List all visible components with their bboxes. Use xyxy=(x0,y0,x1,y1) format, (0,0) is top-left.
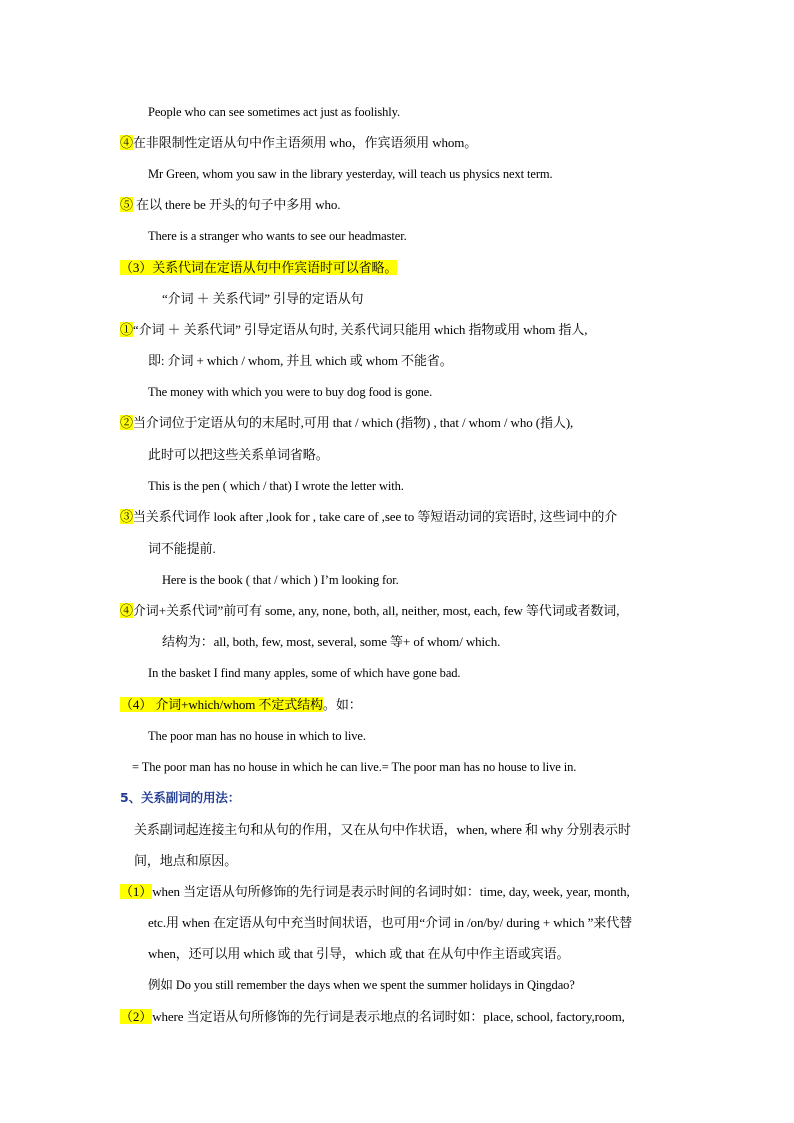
rule-continuation: 即: 介词 + which / whom, 并且 which 或 whom 不能省。 xyxy=(148,353,453,368)
rule-line xyxy=(120,414,573,432)
rule-continuation: 此时可以把这些关系单词省略。 xyxy=(148,447,329,462)
number-marker: ④ xyxy=(120,603,133,618)
example-sentence: There is a stranger who wants to see our headmaster. xyxy=(148,229,407,243)
subheading: “介词 ＋ 关系代词” 引导的定语从句 xyxy=(162,291,364,306)
section-heading xyxy=(120,696,362,714)
rule-text: where 当定语从句所修饰的先行词是表示地点的名词时如：place, school, factory,room, xyxy=(152,1009,625,1024)
example-sentence: People who can see sometimes act just as foolishly. xyxy=(148,105,401,119)
rule-text: 在以 there be 开头的句子中多用 who. xyxy=(132,197,341,212)
rule-text: “介词 ＋ 关系代词” 引导定语从句时, 关系代词只能用 which 指物或用 whom 指人, xyxy=(132,322,588,337)
example-sentence: Mr Green, whom you saw in the library yesterday, will teach us physics next term. xyxy=(148,167,553,181)
rule-text: when 当定语从句所修饰的先行词是表示时间的名词时如：time, day, week, year, month, xyxy=(152,884,630,899)
rule-line xyxy=(120,196,340,214)
example-sentence: In the basket I find many apples, some of which have gone bad. xyxy=(148,666,461,680)
number-marker: ⑤ xyxy=(120,197,133,212)
rule-line xyxy=(120,883,630,901)
example-sentence: = The poor man has no house in which he can live.= The poor man has no house to live in. xyxy=(132,760,577,774)
example-sentence: 例如 Do you still remember the days when we spent the summer holidays in Qingdao? xyxy=(148,978,575,992)
number-marker: （2） xyxy=(120,1009,153,1024)
paragraph-line: 关系副词起连接主句和从句的作用，又在从句中作状语，when, where 和 why 分别表示时 xyxy=(134,822,631,837)
rule-text: 当关系代词作 look after ,look for , take care of ,see to 等短语动词的宾语时, 这些词中的介 xyxy=(132,509,618,524)
example-sentence: The poor man has no house in which to live. xyxy=(148,729,366,743)
paragraph-line: 间，地点和原因。 xyxy=(134,853,238,868)
heading-tail: 。如： xyxy=(322,697,362,712)
section-title: 5、关系副词的用法： xyxy=(120,790,241,805)
rule-line xyxy=(120,1008,625,1026)
rule-continuation: etc.用 when 在定语从句中充当时间状语，也可用“介词 in /on/by/ during + which ”来代替 xyxy=(148,915,632,930)
example-sentence: Here is the book ( that / which ) I’m looking for. xyxy=(162,573,399,587)
rule-continuation: when，还可以用 which 或 that 引导，which 或 that 在从句中作主语或宾语。 xyxy=(148,946,570,961)
highlighted-heading: （3）关系代词在定语从句中作宾语时可以省略。 xyxy=(120,260,398,275)
number-marker: ② xyxy=(120,415,133,430)
rule-text: 在非限制性定语从句中作主语须用 who，作宾语须用 whom。 xyxy=(132,135,478,150)
rule-line xyxy=(120,602,619,620)
rule-line xyxy=(120,321,587,339)
example-sentence: The money with which you were to buy dog food is gone. xyxy=(148,385,433,399)
number-marker: ④ xyxy=(120,135,133,150)
rule-line xyxy=(120,134,477,152)
rule-continuation: 词不能提前. xyxy=(148,541,216,556)
rule-text: 介词+关系代词”前可有 some, any, none, both, all, neither, most, each, few 等代词或者数词, xyxy=(132,603,620,618)
rule-text: 当介词位于定语从句的末尾时,可用 that / which (指物) , that / whom / who (指人), xyxy=(132,415,574,430)
rule-continuation: 结构为：all, both, few, most, several, some 等+ of whom/ which. xyxy=(162,634,501,649)
number-marker: ① xyxy=(120,322,133,337)
number-marker: （1） xyxy=(120,884,153,899)
highlighted-heading: （4） 介词+which/whom 不定式结构 xyxy=(120,697,323,712)
rule-line xyxy=(120,508,617,526)
number-marker: ③ xyxy=(120,509,133,524)
section-heading xyxy=(120,259,397,277)
example-sentence: This is the pen ( which / that) I wrote the letter with. xyxy=(148,479,404,493)
